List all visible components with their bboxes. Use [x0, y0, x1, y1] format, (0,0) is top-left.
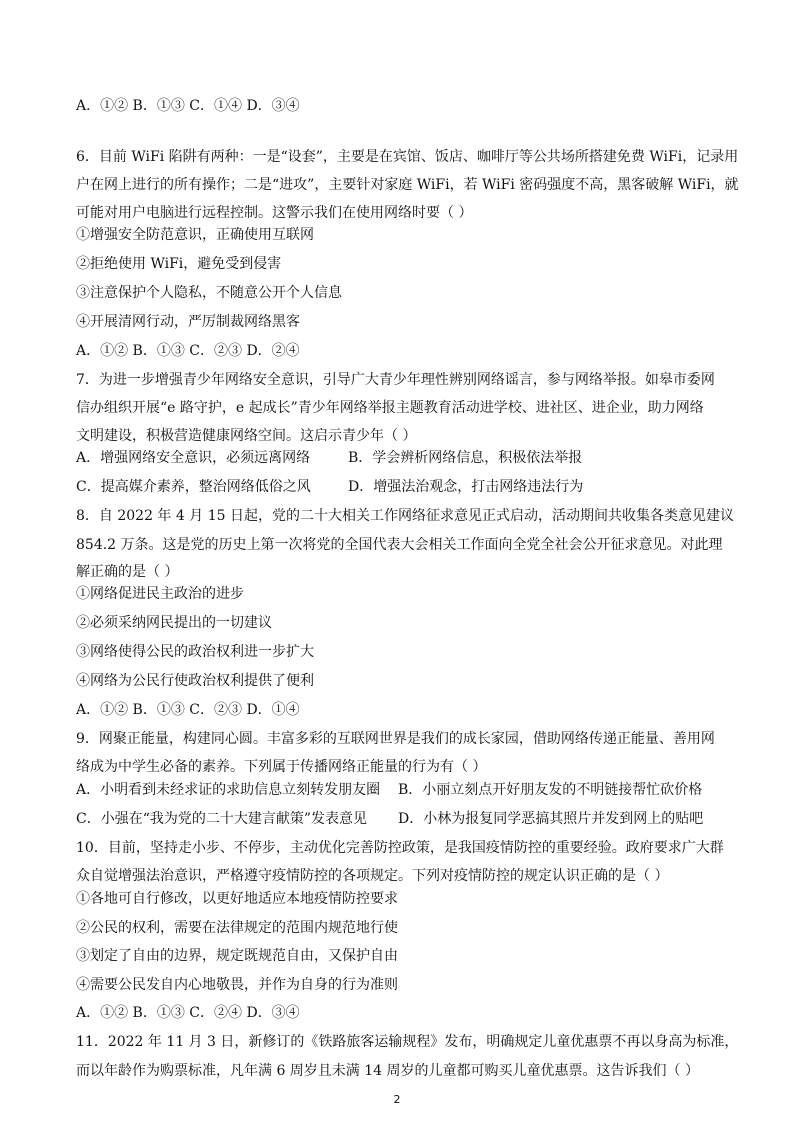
q9-stem-line-2: 络成为中学生必备的素养。下列属于传播网络正能量的行为有（ ）: [76, 759, 487, 775]
q9-stem-line-1: 9．网聚正能量，构建同心圆。丰富多彩的互联网世界是我们的成长家园，借助网络传递正能量、善用网: [76, 731, 715, 747]
q9-option-b: B．小丽立刻点开好朋友发的不明链接帮忙砍价格: [398, 782, 703, 798]
q10-stem-line-2: 众自觉增强法治意识，严格遵守疫情防控的各项规定。下列对疫情防控的规定认识正确的是（ ）: [76, 868, 669, 884]
q11-stem-line-1: 11．2022 年 11 月 3 日，新修订的《铁路旅客运输规程》发布，明确规定儿童优惠票不再以身高为标准，: [76, 1034, 739, 1050]
q9-option-c: C．小强在“我为党的二十大建言献策”发表意见: [76, 811, 368, 827]
q9-option-d: D．小林为报复同学恶搞其照片并发到网上的贴吧: [398, 811, 704, 827]
page-number: 2: [393, 1093, 401, 1106]
q10-statement-1: ①各地可自行修改，以更好地适应本地疫情防控要求: [76, 891, 398, 907]
q10-answer-options: A．①② B．①③ C．②④ D．③④: [76, 1005, 300, 1021]
q10-statement-3: ③划定了自由的边界，规定既规范自由，又保护自由: [76, 948, 398, 964]
q8-stem-line-2: 854.2 万条。这是党的历史上第一次将党的全国代表大会相关工作面向全党全社会公开征求意见。对此理: [76, 537, 723, 553]
q6-stem-line-1: 6．目前 WiFi 陷阱有两种：一是“设套”，主要是在宾馆、饭店、咖啡厅等公共场所搭建免费 WiFi，记录用: [76, 149, 739, 165]
q6-answer-options: A．①② B．①③ C．②③ D．②④: [76, 343, 300, 359]
q8-statement-2: ②必须采纳网民提出的一切建议: [76, 615, 272, 631]
q10-statement-4: ④需要公民发自内心地敬畏，并作为自身的行为准则: [76, 977, 398, 993]
q7-option-c: C．提高媒介素养，整治网络低俗之风: [76, 479, 311, 495]
q8-statement-3: ③网络使得公民的政治权利进一步扩大: [76, 644, 314, 660]
q9-option-a: A．小明看到未经求证的求助信息立刻转发朋友圈: [76, 782, 381, 798]
q6-stem-line-2: 户在网上进行的所有操作；二是“进攻”，主要针对家庭 WiFi，若 WiFi 密码强度不高，黑客破解 WiFi，就: [76, 177, 739, 193]
q7-stem-line-3: 文明建设，积极营造健康网络空间。这启示青少年（ ）: [76, 428, 417, 444]
q7-option-b: B．学会辨析网络信息，积极依法举报: [348, 450, 583, 466]
q8-statement-1: ①网络促进民主政治的进步: [76, 586, 244, 602]
q8-stem-line-1: 8．自 2022 年 4 月 15 日起，党的二十大相关工作网络征求意见正式启动，活动期间共收集各类意见建议: [76, 508, 734, 524]
q8-stem-line-3: 解正确的是（ ）: [76, 564, 179, 580]
q5-answer-options: A．①② B．①③ C．①④ D．③④: [76, 98, 300, 114]
q6-statement-4: ④开展清网行动，严厉制裁网络黑客: [76, 314, 300, 330]
q11-stem-line-2: 而以年龄作为购票标准，凡年满 6 周岁且未满 14 周岁的儿童都可购买儿童优惠票。这告诉我们（ ）: [76, 1063, 699, 1079]
q6-statement-3: ③注意保护个人隐私，不随意公开个人信息: [76, 285, 342, 301]
q7-option-d: D．增强法治观念，打击网络违法行为: [348, 479, 584, 495]
q8-answer-options: A．①② B．①③ C．②③ D．①④: [76, 702, 300, 718]
q6-stem-line-3: 可能对用户电脑进行远程控制。这警示我们在使用网络时要（ ）: [76, 205, 473, 221]
q8-statement-4: ④网络为公民行使政治权利提供了便利: [76, 673, 314, 689]
q10-stem-line-1: 10．目前，坚持走小步、不停步，主动优化完善防控政策，是我国疫情防控的重要经验。政府要求广大群: [76, 840, 724, 856]
q6-statement-2: ②拒绝使用 WiFi，避免受到侵害: [76, 256, 282, 272]
q7-stem-line-2: 信办组织开展“e 路守护，e 起成长”青少年网络举报主题教育活动进学校、进社区、进企业，助力网络: [76, 400, 704, 416]
q6-statement-1: ①增强安全防范意识，正确使用互联网: [76, 227, 314, 243]
q10-statement-2: ②公民的权利，需要在法律规定的范围内规范地行使: [76, 920, 398, 936]
q7-stem-line-1: 7．为进一步增强青少年网络安全意识，引导广大青少年理性辨别网络谣言，参与网络举报。如皋市委网: [76, 372, 715, 388]
q7-option-a: A．增强网络安全意识，必须远离网络: [76, 450, 311, 466]
